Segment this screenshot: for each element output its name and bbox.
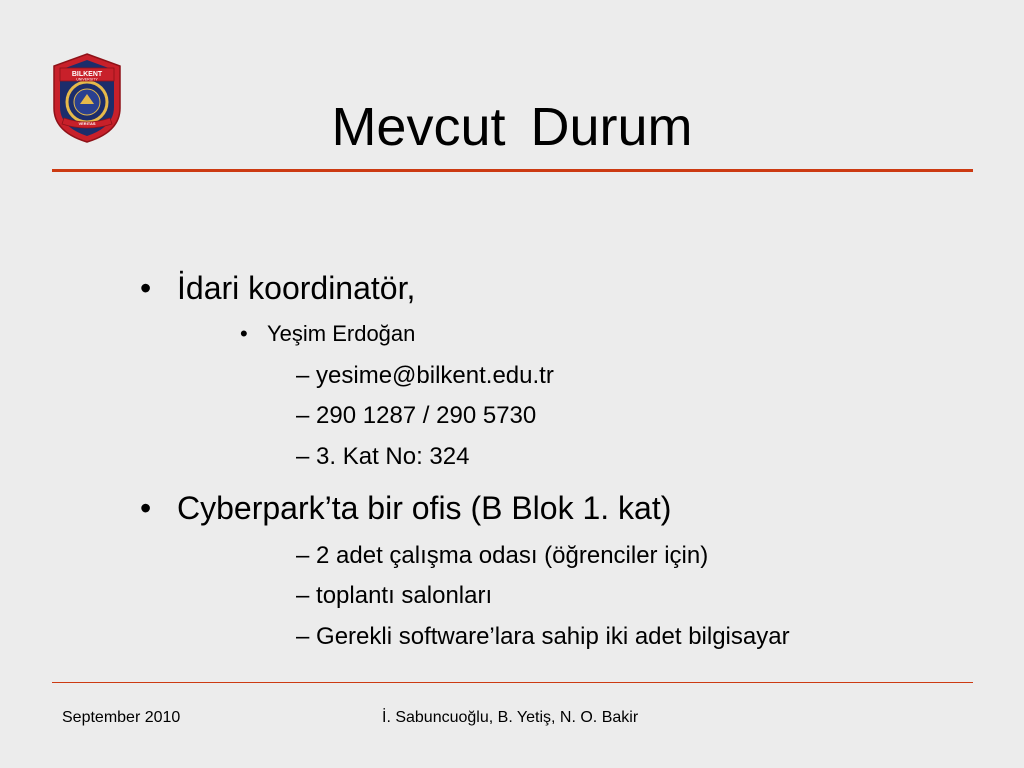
dash-text: 3. Kat No: 324	[316, 443, 470, 470]
logo-motto: VERITAS	[78, 121, 96, 126]
dash-text: Gerekli software’lara sahip iki adet bilgisayar	[316, 623, 790, 650]
dash-item	[296, 442, 469, 472]
dash-glyph: –	[296, 623, 310, 650]
bullet-glyph: •	[140, 490, 152, 526]
dash-text: toplantı salonları	[316, 582, 493, 609]
footer-date: September 2010	[62, 709, 181, 726]
dash-item	[296, 361, 554, 391]
dash-text: yesime@bilkent.edu.tr	[316, 362, 554, 389]
dash-text: 2 adet çalışma odası (öğrenciler için)	[316, 542, 709, 569]
sub-bullet-item	[240, 320, 415, 348]
dash-text: 290 1287 / 290 5730	[316, 402, 537, 429]
dash-item	[296, 401, 536, 431]
footer-authors: İ. Sabuncuoğlu, B. Yetiş, N. O. Bakir	[382, 709, 639, 726]
footer-divider	[52, 682, 973, 683]
bullet-text: Cyberpark’ta bir ofis (B Blok 1. kat)	[177, 490, 672, 526]
dash-glyph: –	[296, 402, 310, 429]
dash-glyph: –	[296, 362, 310, 389]
bullet-item	[140, 489, 671, 527]
dash-glyph: –	[296, 443, 310, 470]
dash-item	[296, 622, 790, 652]
sub-bullet-text: Yeşim Erdoğan	[267, 321, 416, 346]
logo-text-sub: UNIVERSITY	[76, 77, 98, 82]
sub-bullet-glyph: •	[240, 321, 248, 346]
dash-glyph: –	[296, 542, 310, 569]
bullet-item	[140, 269, 415, 307]
dash-glyph: –	[296, 582, 310, 609]
slide-title: Mevcut Durum	[331, 97, 693, 157]
dash-item	[296, 581, 492, 611]
title-divider	[52, 169, 973, 172]
bullet-text: İdari koordinatör,	[177, 270, 416, 306]
logo-text-top: BILKENT	[71, 71, 103, 78]
dash-item	[296, 541, 708, 571]
bullet-glyph: •	[140, 270, 152, 306]
